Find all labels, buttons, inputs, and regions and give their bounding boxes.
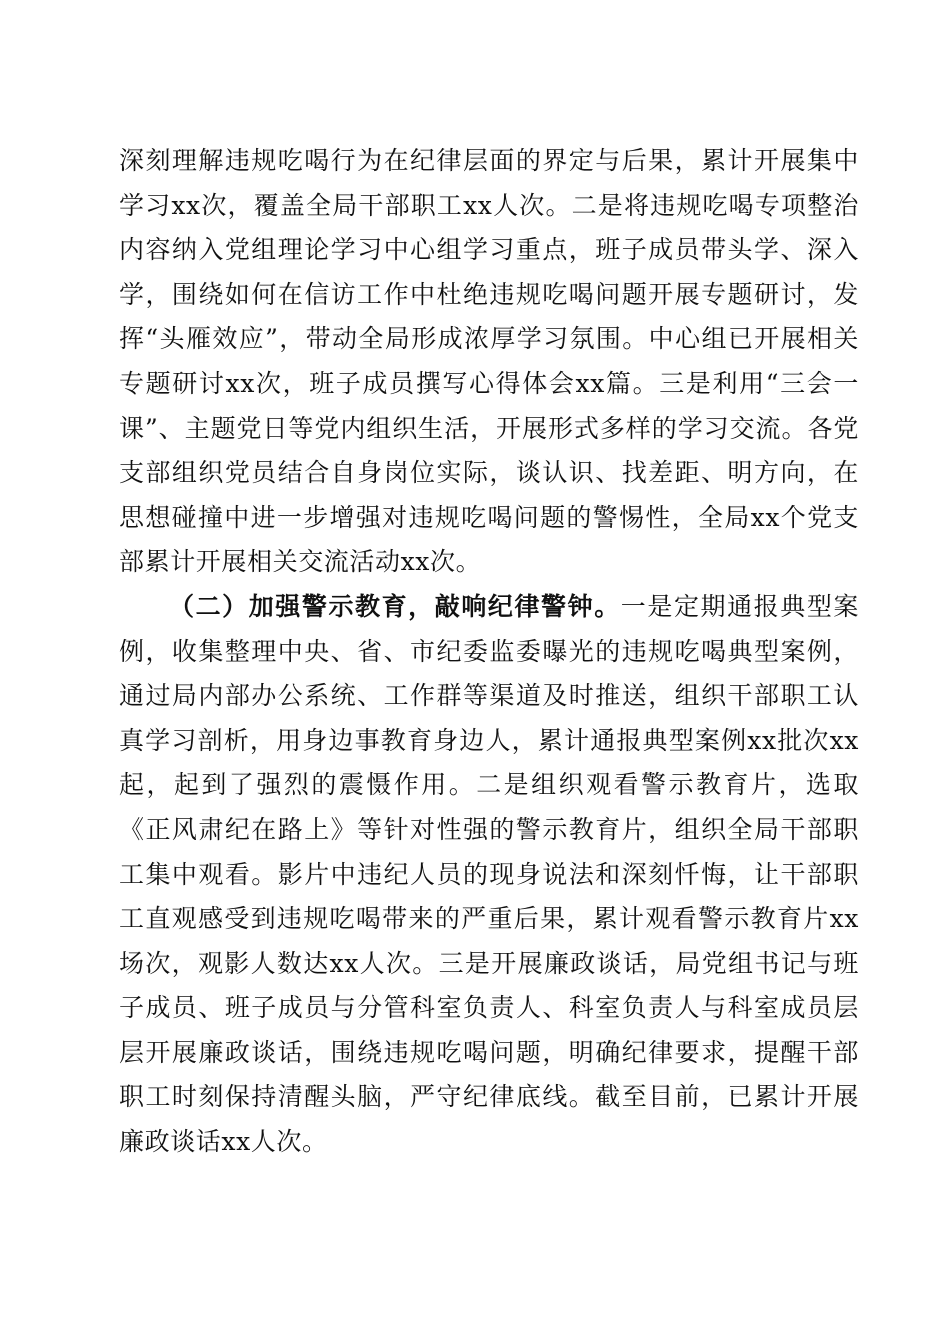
section-body: 一是定期通报典型案例，收集整理中央、省、市纪委监委曝光的违规吃喝典型案例，通过局内部办公系统、工作群等渠道及时推送，组织干部职工认真学习剖析，用身边事教育身边人，累计通报典型案例xx批次xx起，起到了强烈的震慑作用。二是组织观看警示教育片，选取《正风肃纪在路上》等针对性强的警示教育片，组织全局干部职工集中观看。影片中违纪人员的现身说法和深刻忏悔，让干部职工直观感受到违规吃喝带来的严重后果，累计观看警示教育片xx场次，观影人数达xx人次。三是开展廉政谈话，局党组书记与班子成员、班子成员与分管科室负责人、科室负责人与科室成员层层开展廉政谈话，围绕违规吃喝问题，明确纪律要求，提醒干部职工时刻保持清醒头脑，严守纪律底线。截至目前，已累计开展廉政谈话xx人次。 — [119, 591, 860, 1157]
document-body — [119, 139, 859, 1165]
section-heading: （二）加强警示教育，敲响纪律警钟。 — [169, 591, 621, 621]
paragraph-section-two — [119, 585, 859, 1165]
paragraph-continuation: 深刻理解违规吃喝行为在纪律层面的界定与后果，累计开展集中学习xx次，覆盖全局干部职工xx人次。二是将违规吃喝专项整治内容纳入党组理论学习中心组学习重点，班子成员带头学、深入学，围绕如何在信访工作中杜绝违规吃喝问题开展专题研讨，发挥“头雁效应”，带动全局形成浓厚学习氛围。中心组已开展相关专题研讨xx次，班子成员撰写心得体会xx篇。三是利用“三会一课”、主题党日等党内组织生活，开展形式多样的学习交流。各党支部组织党员结合自身岗位实际，谈认识、找差距、明方向，在思想碰撞中进一步增强对违规吃喝问题的警惕性，全局xx个党支部累计开展相关交流活动xx次。 — [119, 146, 859, 577]
